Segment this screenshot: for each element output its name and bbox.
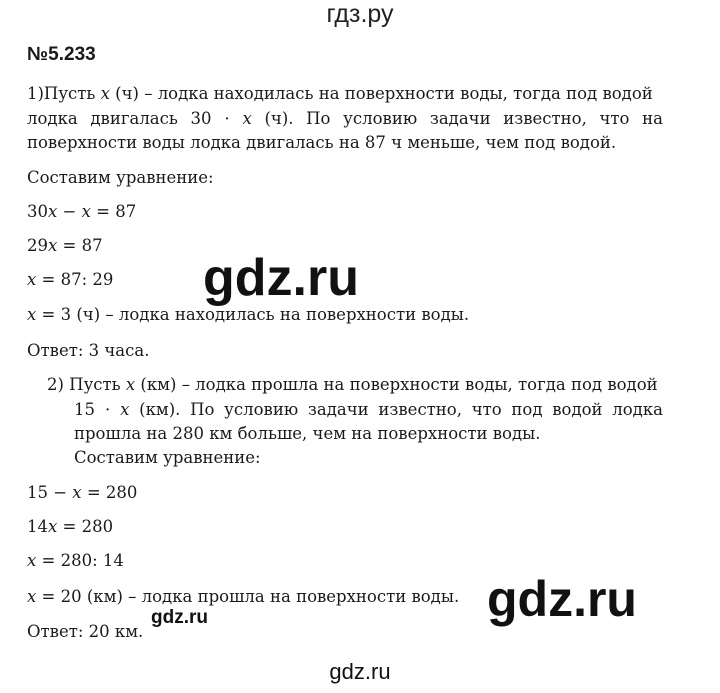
part1-answer: Ответ: 3 часа.	[27, 341, 150, 360]
part2-eq2: 14𝑥 = 280	[27, 517, 114, 536]
part2-intro: Составим уравнение:	[74, 448, 261, 467]
part2-line3: прошла на 280 км больше, чем на поверхности воды.	[74, 424, 541, 443]
part1-eq4: 𝑥 = 3 (ч) – лодка находилась на поверхности воды.	[27, 305, 470, 324]
task-number: №5.233	[27, 44, 96, 65]
part2-eq4: 𝑥 = 20 (км) – лодка прошла на поверхности воды.	[27, 587, 460, 606]
part1-eq2: 29𝑥 = 87	[27, 236, 103, 255]
part1-intro: Составим уравнение:	[27, 168, 214, 187]
site-header: гдз.ру	[326, 0, 394, 28]
watermark-small: gdz.ru	[151, 607, 208, 628]
part2-answer: Ответ: 20 км.	[27, 622, 144, 641]
footer-watermark: gdz.ru	[329, 659, 391, 684]
part2-line2: 15 ⋅ 𝑥 (км). По условию задачи известно, что под водой лодка	[74, 400, 663, 419]
part2-eq1: 15 − 𝑥 = 280	[27, 483, 138, 502]
part1-line2: лодка двигалась 30 ⋅ 𝑥 (ч). По условию задачи известно, что на	[27, 109, 663, 128]
part2-line1: 2) Пусть 𝑥 (км) – лодка прошла на поверхности воды, тогда под водой	[47, 375, 658, 394]
part1-line3: поверхности воды лодка двигалась на 87 ч меньше, чем под водой.	[27, 133, 617, 152]
part1-eq3: 𝑥 = 87: 29	[27, 270, 114, 289]
part2-eq3: 𝑥 = 280: 14	[27, 551, 124, 570]
watermark-large: gdz.ru	[487, 571, 637, 627]
part1-eq1: 30𝑥 − 𝑥 = 87	[27, 202, 137, 221]
part1-line1: 1)Пусть 𝑥 (ч) – лодка находилась на поверхности воды, тогда под водой	[27, 84, 653, 103]
watermark-large: gdz.ru	[203, 249, 359, 307]
